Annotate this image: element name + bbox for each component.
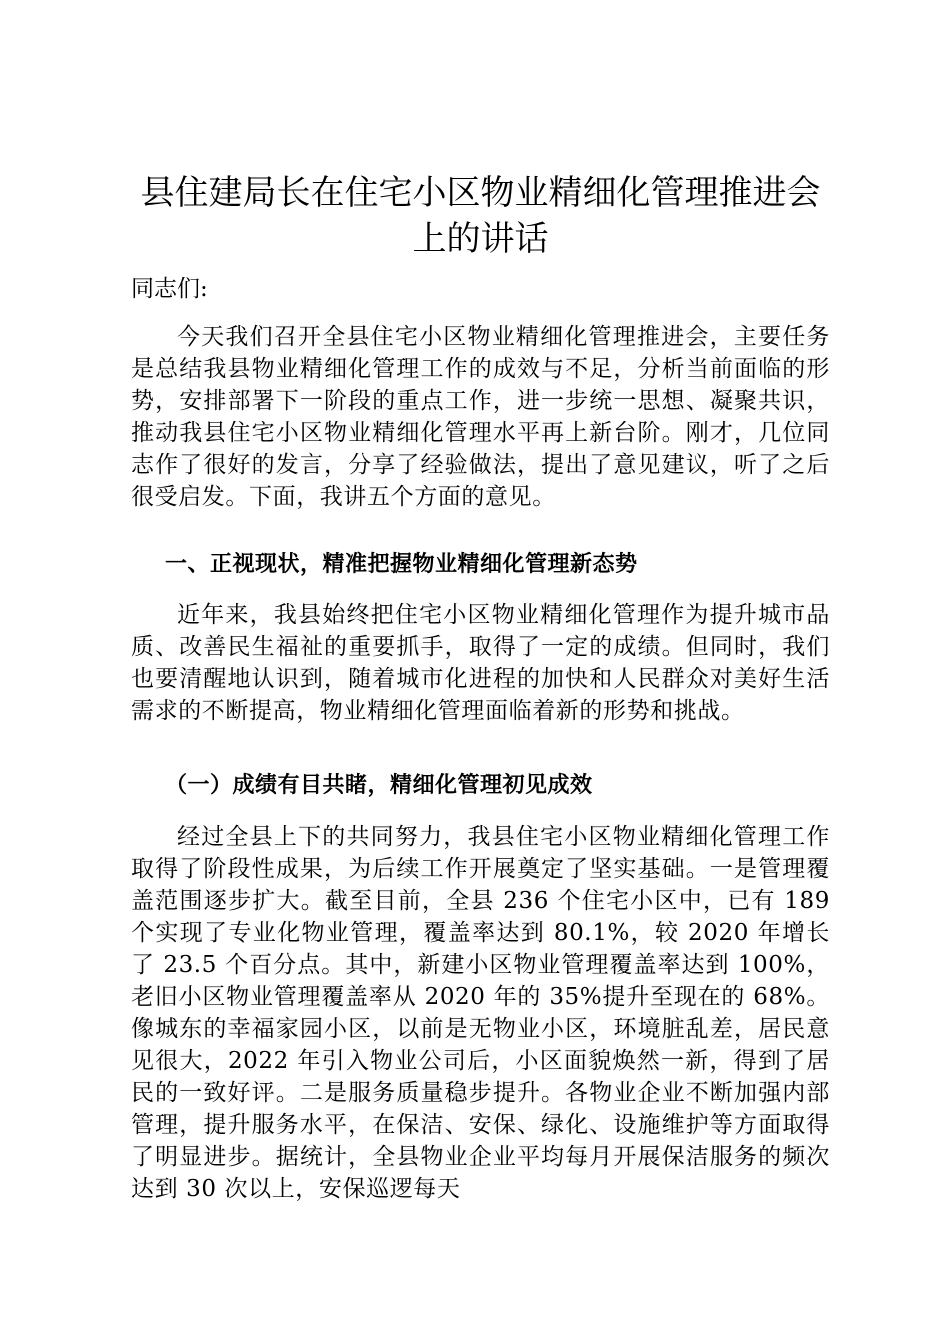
intro-paragraph: 今天我们召开全县住宅小区物业精细化管理推进会，主要任务是总结我县物业精细化管理工作的成效与不足，分析当前面临的形势，安排部署下一阶段的重点工作，进一步统一思想、凝聚共识，推动我县住宅小区物业精细化管理水平再上新台阶。刚才，几位同志作了很好的发言，分享了经验做法，提出了意见建议，听了之后很受启发。下面，我讲五个方面的意见。 — [131, 324, 830, 510]
section-1-paragraph: 近年来，我县始终把住宅小区物业精细化管理作为提升城市品质、改善民生福祉的重要抓手，取得了一定的成绩。但同时，我们也要清醒地认识到，随着城市化进程的加快和人民群众对美好生活需求的不断提高，物业精细化管理面临着新的形势和挑战。 — [131, 602, 830, 724]
subsection-1-paragraph: 经过全县上下的共同努力，我县住宅小区物业精细化管理工作取得了阶段性成果，为后续工作开展奠定了坚实基础。一是管理覆盖范围逐步扩大。截至目前，全县 236 个住宅小区中，已有 189 个实现了专业化物业管理，覆盖率达到 80.1%，较 2020 年增长了 23.5 个百分点。其中，新建小区物业管理覆盖率达到 100%，老旧小区物业管理覆盖率从 2020 年的 35%提升至现在的 68%。像城东的幸福家园小区，以前是无物业小区，环境脏乱差，居民意见很大，2022 年引入物业公司后，小区面貌焕然一新，得到了居民的一致好评。二是服务质量稳步提升。各物业企业不断加强内部管理，提升服务水平，在保洁、安保、绿化、设施维护等方面取得了明显进步。据统计，全县物业企业平均每月开展保洁服务的频次达到 30 次以上，安保巡逻每天 — [131, 824, 830, 1202]
section-heading-1: 一、正视现状，精准把握物业精细化管理新态势 — [165, 552, 638, 577]
document-title: 县住建局长在住宅小区物业精细化管理推进会上的讲话 — [140, 173, 821, 259]
subsection-heading-1: （一）成绩有目共睹，精细化管理初见成效 — [165, 773, 593, 798]
salutation: 同志们: — [131, 276, 208, 302]
